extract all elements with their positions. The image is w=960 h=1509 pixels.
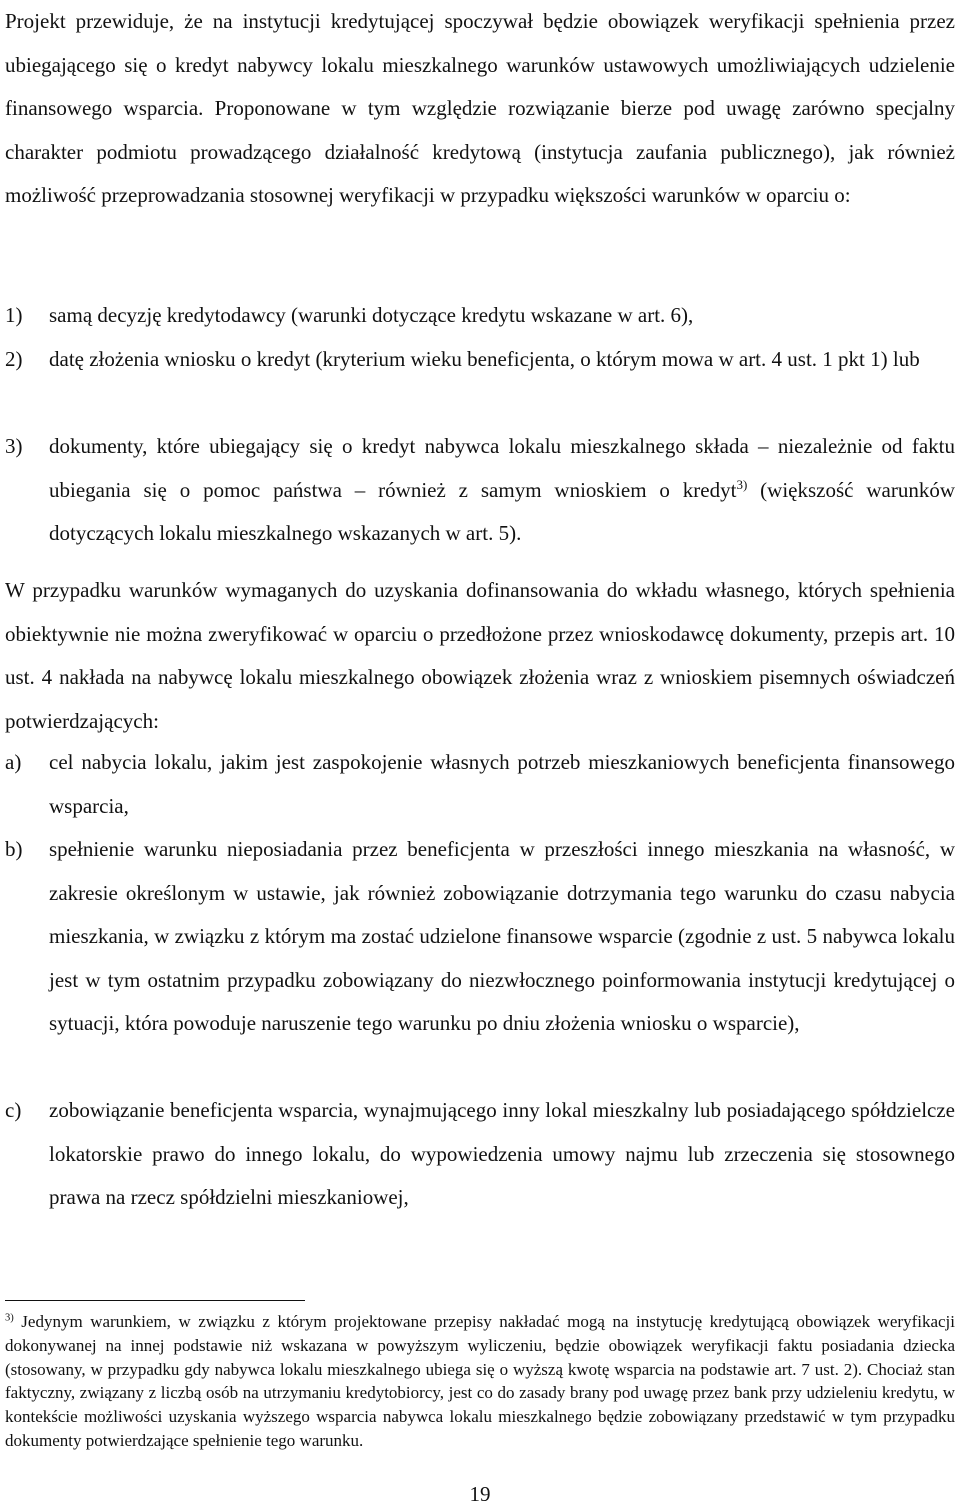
- second-paragraph: W przypadku warunków wymaganych do uzyskania dofinansowania do wkładu własnego, których spełnienia obiektywnie nie można zweryfikować w oparciu o przedłożone przez wnioskodawcę dokumenty, przepis art. 10 ust. 4 nakłada na nabywcę lokalu mieszkalnego obowiązek złożenia wraz z wnioskiem pisemnych oświadczeń potwierdzających:: [5, 578, 955, 733]
- lettered-list-item-b: [5, 828, 955, 1046]
- numbered-list-item-1: [5, 294, 955, 338]
- list-item-text: cel nabycia lokalu, jakim jest zaspokojenie własnych potrzeb mieszkaniowych beneficjenta finansowego wsparcia,: [49, 750, 955, 818]
- numbered-list-item-3: [5, 425, 955, 556]
- list-item-text: [49, 425, 955, 556]
- page-number: 19: [469, 1482, 491, 1506]
- footnote-marker: 3): [5, 1312, 14, 1324]
- list-item-text: spełnienie warunku nieposiadania przez beneficjenta w przeszłości innego mieszkania na własność, w zakresie określonym w ustawie, jak również zobowiązanie dotrzymania tego warunku do czasu nabycia mieszkania, w związku z którym ma zostać udzielone finansowe wsparcie (zgodnie z ust. 5 nabywca lokalu jest w tym ostatnim przypadku zobowiązany do niezwłocznego poinformowania instytucji kredytującej o sytuacji, która powoduje naruszenie tego warunku po dniu złożenia wniosku o wsparcie),: [49, 837, 955, 1036]
- list-marker: 3): [5, 434, 23, 458]
- list-marker: a): [5, 750, 22, 774]
- list-item-text-part: (większość warunków dotyczących lokalu mieszkalnego wskazanych w art. 5).: [49, 477, 956, 546]
- list-marker: 2): [5, 347, 23, 371]
- footnote-separator: [5, 1300, 305, 1301]
- footnote: [5, 1310, 955, 1453]
- lettered-list-item-c: [5, 1089, 955, 1220]
- list-item-text: samą decyzję kredytodawcy (warunki dotyczące kredytu wskazane w art. 6),: [49, 303, 694, 327]
- footnote-text: Jedynym warunkiem, w związku z którym projektowane przepisy nakładać mogą na instytucję kredytującą obowiązek weryfikacji dokonywanej na innej podstawie niż wskazana w powyższym wyliczeniu, będzie obowiązek weryfikacji faktu posiadania dziecka (stosowany, w przypadku gdy nabywca lokalu mieszkalnego ubiega się o wyższą kwotę wsparcia na podstawie art. 7 ust. 2). Chociaż stan faktyczny, związany z liczbą osób na utrzymaniu kredytobiorcy, jest co do zasady brany pod uwagę przez bank przy udzieleniu kredytu, w kontekście możliwości uzyskania wyższego wsparcia nabywca lokalu mieszkalnego będzie zobowiązany przedstawić w tym przypadku dokumenty potwierdzające spełnienie tego warunku.: [5, 1312, 955, 1450]
- list-item-text: zobowiązanie beneficjenta wsparcia, wynajmującego inny lokal mieszkalny lub posiadającego spółdzielcze lokatorskie prawo do innego lokalu, do wypowiedzenia umowy najmu lub zrzeczenia się stosownego prawa na rzecz spółdzielni mieszkaniowej,: [49, 1098, 955, 1210]
- list-marker: 1): [5, 303, 23, 327]
- list-item-text: datę złożenia wniosku o kredyt (kryterium wieku beneficjenta, o którym mowa w art. 4 ust. 1 pkt 1) lub: [49, 347, 920, 371]
- numbered-list-item-2: [5, 338, 955, 382]
- list-marker: c): [5, 1098, 22, 1122]
- intro-paragraph: Projekt przewiduje, że na instytucji kredytującej spoczywał będzie obowiązek weryfikacji spełnienia przez ubiegającego się o kredyt nabywcy lokalu mieszkalnego warunków ustawowych umożliwiających udzielenie finansowego wsparcia. Proponowane w tym względzie rozwiązanie bierze pod uwagę zarówno specjalny charakter podmiotu prowadzącego działalność kredytową (instytucja zaufania publicznego), jak również możliwość przeprowadzania stosownej weryfikacji w przypadku większości warunków w oparciu o:: [5, 9, 955, 208]
- list-marker: b): [5, 837, 23, 861]
- list-item-text-part: dokumenty, które ubiegający się o kredyt nabywca lokalu mieszkalnego składa – niezależnie od faktu ubiegania się o pomoc państwa – również z samym wnioskiem o kredyt: [49, 434, 955, 502]
- footnote-reference[interactable]: 3): [736, 476, 748, 492]
- lettered-list-item-a: [5, 741, 955, 828]
